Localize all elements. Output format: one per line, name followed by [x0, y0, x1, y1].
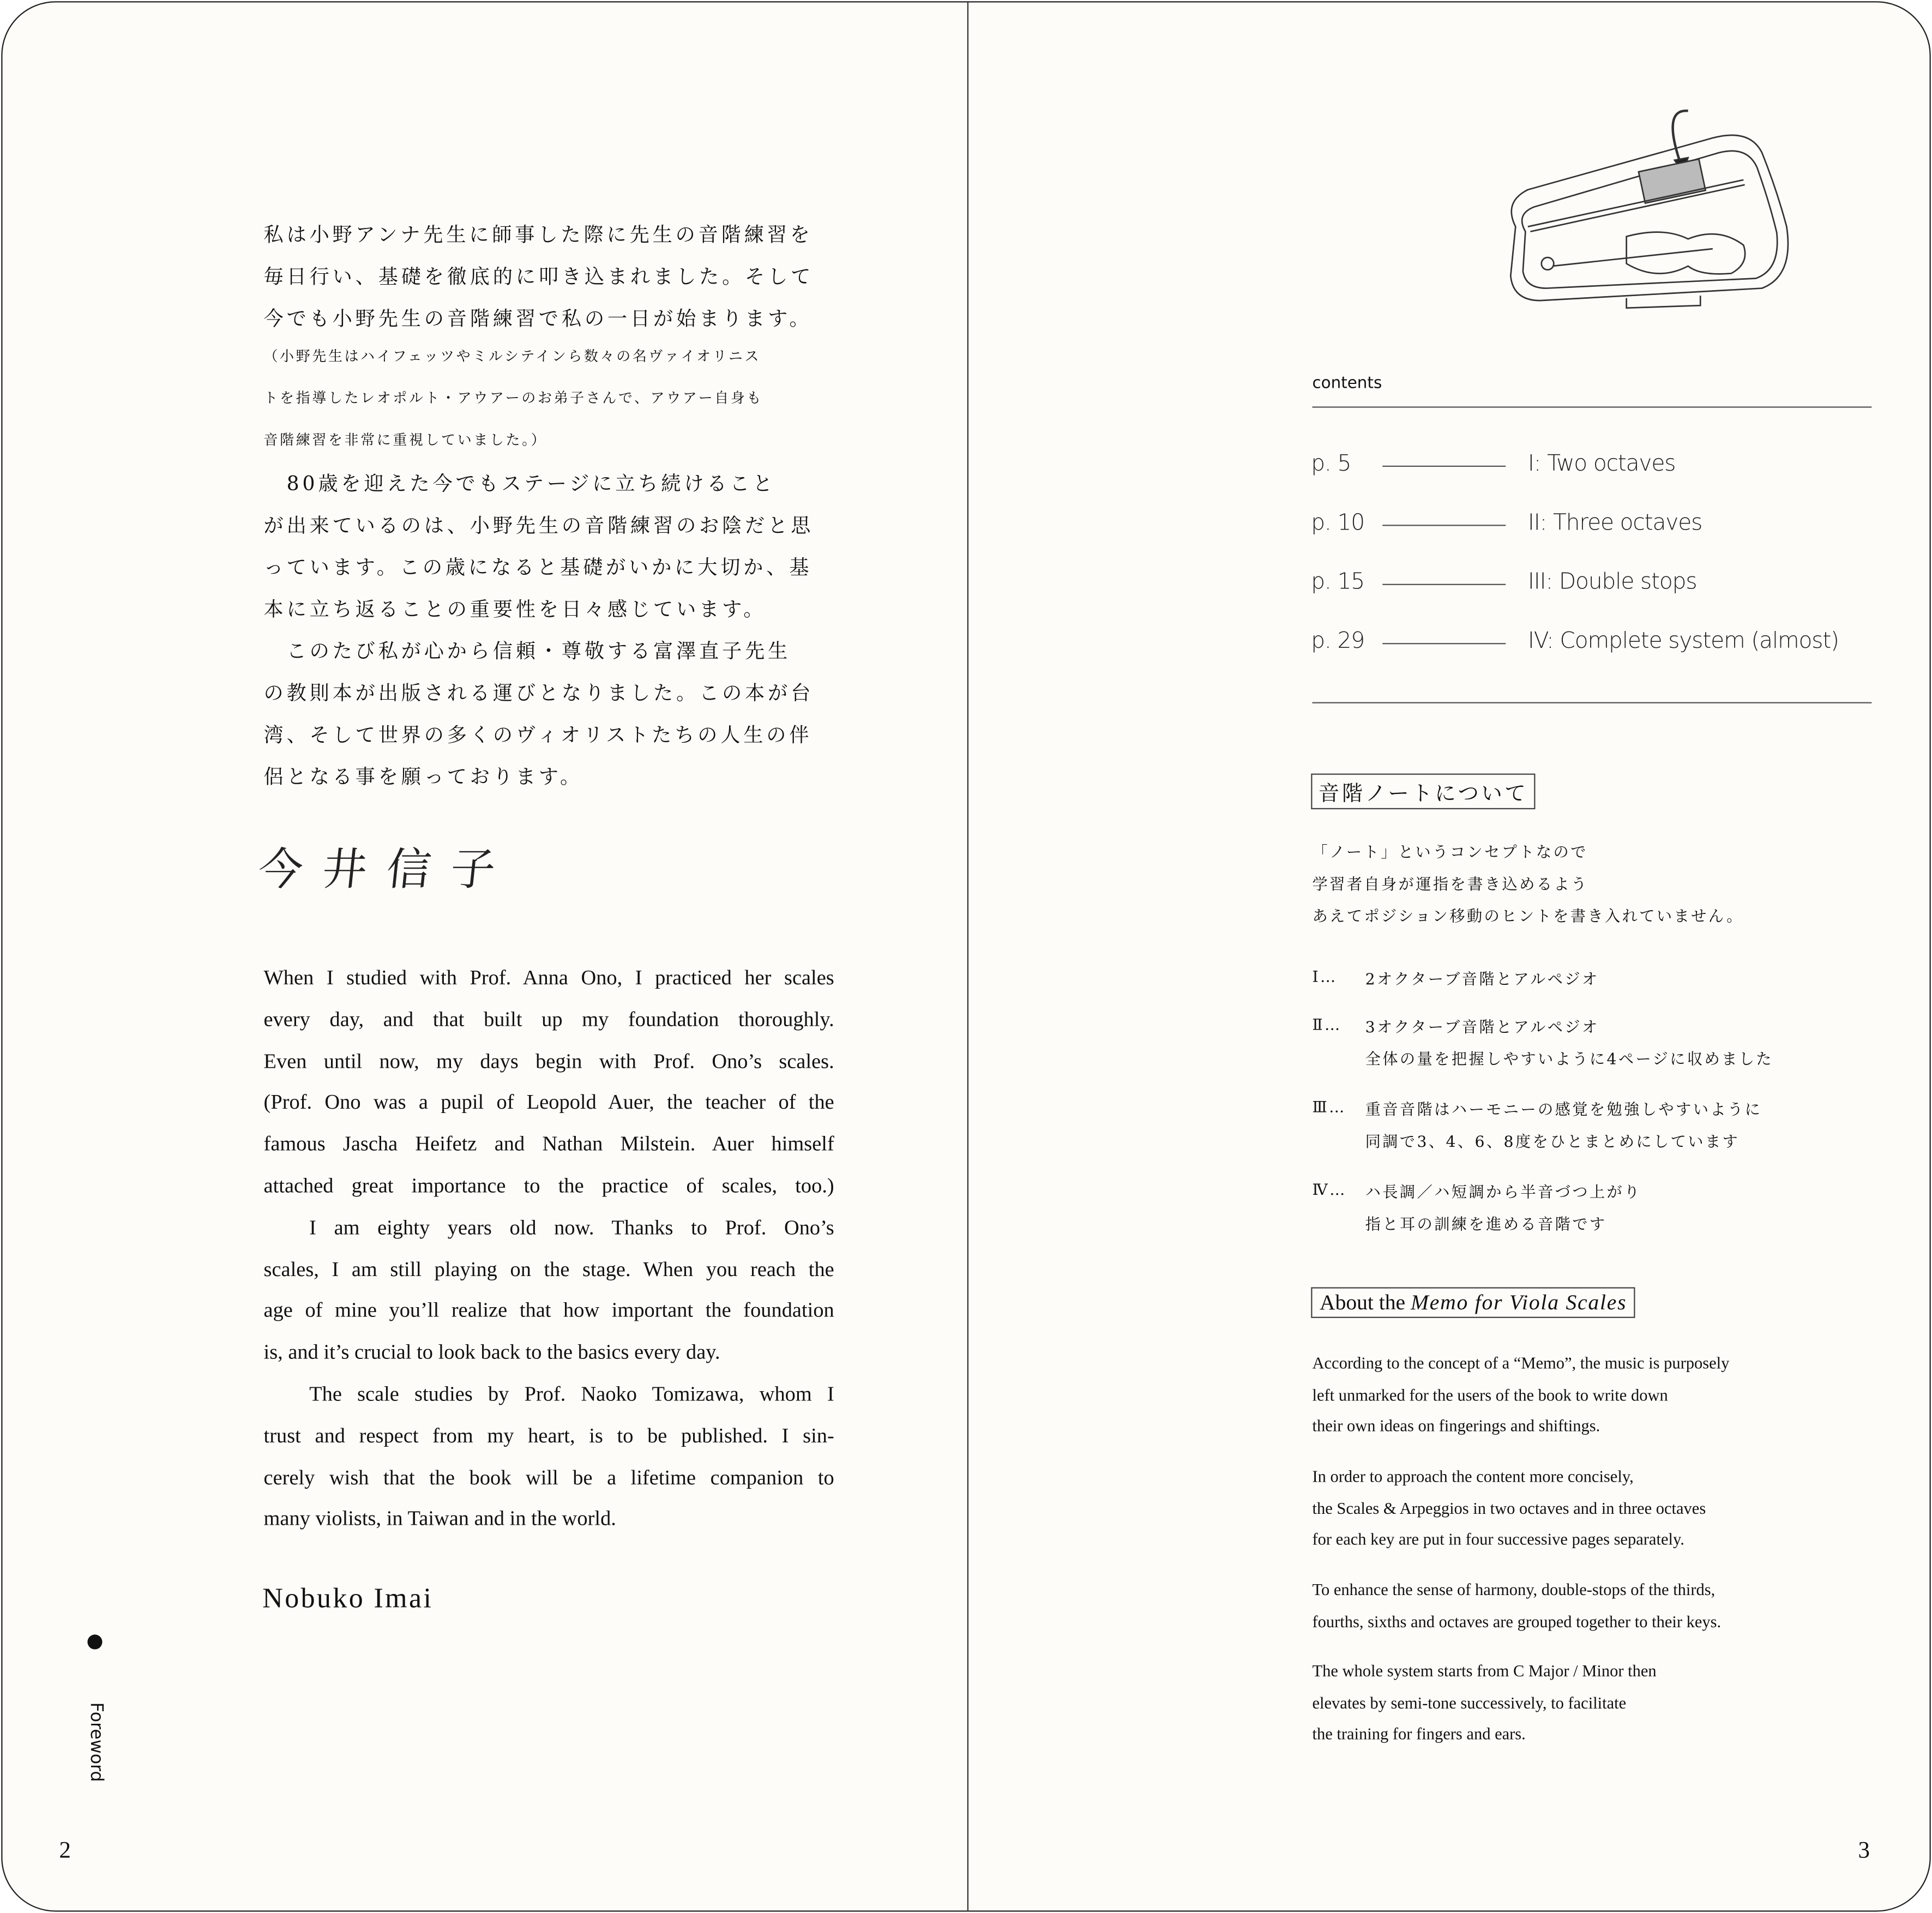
divider	[1312, 702, 1871, 703]
toc-leader-line	[1382, 525, 1506, 526]
toc-title: II: Three octaves	[1527, 510, 1702, 536]
en-text-line: Even until now, my days begin with Prof. Ono’s scales.	[263, 1049, 834, 1073]
en-text-line: age of mine you’ll realize that how important the foundation	[263, 1298, 834, 1322]
en-text-line: attached great importance to the practice of scales, too.)	[263, 1174, 834, 1198]
jp-text-line: このたび私が心から信頼・尊敬する富澤直子先生	[263, 639, 791, 663]
en-paragraph-line: According to the concept of a “Memo”, the music is purposely	[1312, 1353, 1730, 1373]
en-text-line: famous Jascha Heifetz and Nathan Milstein. Auer himself	[263, 1132, 834, 1156]
author-name: Nobuko Imai	[262, 1583, 434, 1614]
en-paragraph-line: the Scales & Arpeggios in two octaves and in three octaves	[1312, 1499, 1706, 1518]
en-paragraph-line: for each key are put in four successive pages separately.	[1312, 1530, 1684, 1549]
jp-item-number: Ⅱ…	[1312, 1015, 1342, 1034]
contents-label: contents	[1312, 374, 1382, 393]
bullet-dot	[87, 1634, 102, 1649]
jp-text-line: 本に立ち返ることの重要性を日々感じています。	[263, 597, 767, 621]
en-text-line: I am eighty years old now. Thanks to Prof. Ono’s	[309, 1215, 834, 1239]
signature: 今井信子	[255, 845, 517, 896]
toc-title: I: Two octaves	[1527, 450, 1676, 477]
toc-page: p. 29	[1311, 628, 1365, 654]
en-paragraph-line: The whole system starts from C Major / Minor then	[1312, 1662, 1657, 1681]
en-text-line: every day, and that built up my foundation thoroughly.	[263, 1007, 834, 1031]
jp-note-line: （小野先生はハイフェッツやミルシテインら数々の名ヴァイオリニス	[263, 347, 761, 365]
jp-item-line: 全体の量を把握しやすいように4ページに収めました	[1365, 1049, 1774, 1068]
jp-item-line: ハ長調／ハ短調から半音づつ上がり	[1365, 1182, 1641, 1201]
jp-text-line: の教則本が出版される運びとなりました。この本が台	[263, 681, 814, 705]
en-text-line: (Prof. Ono was a pupil of Leopold Auer, the teacher of the	[263, 1090, 834, 1114]
toc-leader-line	[1382, 643, 1506, 644]
page-number-right: 3	[1858, 1838, 1870, 1864]
en-paragraph-line: their own ideas on fingerings and shiftings.	[1312, 1417, 1600, 1436]
jp-item-line: 指と耳の訓練を進める音階です	[1365, 1214, 1607, 1234]
en-text-line: trust and respect from my heart, is to be published. I sin-	[263, 1423, 834, 1447]
jp-text-line: っています。この歳になると基礎がいかに大切か、基	[263, 555, 812, 579]
jp-note-line: トを指導したレオポルト・アウアーのお弟子さんで、アウアー自身も	[263, 389, 763, 407]
jp-text-line: が出来ているのは、小野先生の音階練習のお陰だと思	[263, 513, 814, 537]
toc-leader-line	[1382, 466, 1506, 467]
toc-leader-line	[1382, 584, 1506, 585]
jp-text-line: 毎日行い、基礎を徹底的に叩き込まれました。そして	[263, 264, 814, 288]
violin-case-illustration	[1503, 104, 1811, 310]
en-heading-prefix: About the	[1320, 1289, 1411, 1315]
toc-title: IV: Complete system (almost)	[1527, 628, 1839, 654]
jp-intro-line: 学習者自身が運指を書き込めるよう	[1312, 874, 1588, 893]
jp-item-line: 同調で3、4、6、8度をひとまとめにしています	[1365, 1132, 1740, 1151]
divider	[1312, 406, 1871, 407]
en-text-line: is, and it’s crucial to look back to the basics every day.	[263, 1340, 720, 1364]
jp-section-heading: 音階ノートについて	[1311, 774, 1536, 810]
jp-item-number: Ⅳ…	[1312, 1180, 1347, 1199]
en-paragraph-line: the training for fingers and ears.	[1312, 1725, 1526, 1744]
en-paragraph-line: In order to approach the content more concisely,	[1312, 1467, 1634, 1486]
jp-text-line: 湾、そして世界の多くのヴィオリストたちの人生の伴	[263, 723, 812, 747]
toc-page: p. 15	[1311, 569, 1365, 595]
jp-text-line: 私は小野アンナ先生に師事した際に先生の音階練習を	[263, 222, 813, 246]
en-paragraph-line: To enhance the sense of harmony, double-stops of the thirds,	[1312, 1580, 1716, 1599]
book-spread	[1, 1, 1931, 1911]
en-text-line: The scale studies by Prof. Naoko Tomizawa, whom I	[309, 1382, 834, 1406]
jp-intro-line: あえてポジション移動のヒントを書き入れていません。	[1312, 906, 1744, 925]
toc-page: p. 5	[1311, 450, 1351, 477]
jp-item-number: Ⅰ…	[1312, 967, 1338, 986]
toc-title: III: Double stops	[1527, 569, 1697, 595]
en-text-line: cerely wish that the book will be a lifetime companion to	[263, 1465, 834, 1489]
jp-item-number: Ⅲ…	[1312, 1097, 1346, 1116]
spine-divider	[967, 3, 968, 1911]
section-label: Foreword	[86, 1702, 106, 1782]
jp-item-line: 2オクターブ音階とアルペジオ	[1365, 969, 1599, 988]
en-text-line: scales, I am still playing on the stage. When you reach the	[263, 1257, 834, 1281]
jp-intro-line: 「ノート」というコンセプトなので	[1312, 843, 1588, 861]
en-paragraph-line: elevates by semi-tone successively, to facilitate	[1312, 1693, 1627, 1712]
toc-page: p. 10	[1311, 510, 1365, 536]
en-paragraph-line: left unmarked for the users of the book to write down	[1312, 1385, 1668, 1404]
en-section-heading	[1311, 1287, 1635, 1318]
jp-note-line: 音階練習を非常に重視していました。）	[263, 431, 547, 449]
jp-item-line: 3オクターブ音階とアルペジオ	[1365, 1017, 1599, 1036]
jp-item-line: 重音音階はハーモニーの感覚を勉強しやすいように	[1365, 1100, 1762, 1118]
en-heading-title: Memo for Viola Scales	[1410, 1289, 1627, 1315]
jp-text-line: 80歳を迎えた今でもステージに立ち続けること	[263, 472, 776, 496]
jp-text-line: 今でも小野先生の音階練習で私の一日が始まります。	[263, 306, 812, 330]
en-text-line: When I studied with Prof. Anna Ono, I practiced her scales	[263, 965, 834, 989]
en-paragraph-line: fourths, sixths and octaves are grouped together to their keys.	[1312, 1612, 1722, 1631]
jp-text-line: 侶となる事を願っております。	[263, 765, 583, 789]
en-text-line: many violists, in Taiwan and in the world.	[263, 1507, 616, 1531]
page-number-left: 2	[59, 1838, 71, 1864]
